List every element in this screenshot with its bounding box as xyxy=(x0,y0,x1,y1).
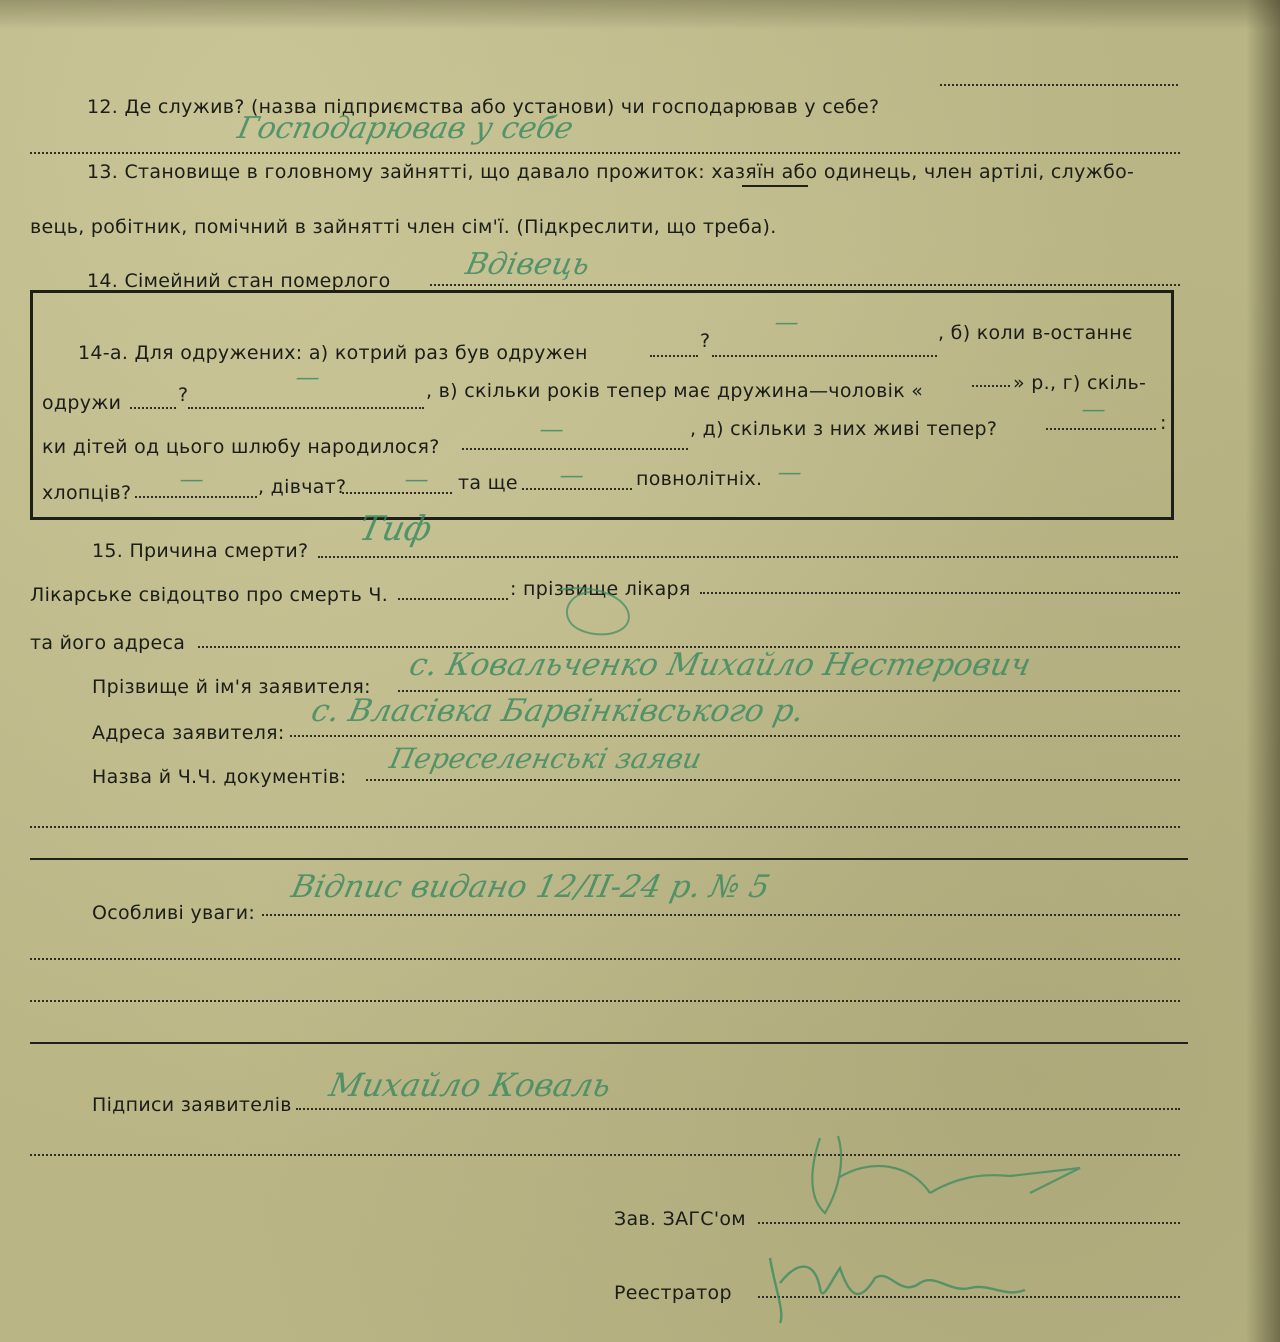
q14a-dots-3b xyxy=(1046,428,1156,430)
q14a-line-2d: » р., г) скіль- xyxy=(1013,372,1147,394)
q14a-dash-3b: — xyxy=(1079,395,1109,423)
q14a-dots-1b xyxy=(712,355,937,357)
registrar-signature xyxy=(760,1228,1060,1328)
q14a-line-1b: ? xyxy=(700,330,711,352)
q12-answer: Господарював у себе xyxy=(234,111,577,146)
q14a-line-4c: та ще xyxy=(458,472,518,494)
remarks-line-2 xyxy=(30,958,1180,960)
documents-label: Назва й Ч.Ч. документів: xyxy=(92,766,347,788)
doctor-address-label: та його адреса xyxy=(30,632,186,654)
zags-head-label: Зав. ЗАГС'ом xyxy=(614,1208,746,1230)
q14a-line-4b: , дівчат? xyxy=(258,476,347,498)
cross-mark-icon xyxy=(540,582,650,642)
q14a-dash-4d: — xyxy=(775,458,805,486)
applicant-address-label: Адреса заявителя: xyxy=(92,722,285,744)
q14a-dots-2b xyxy=(188,407,424,409)
q14a-dots-1a xyxy=(650,355,698,357)
q14a-dash-1: — xyxy=(772,308,802,336)
q14a-dots-3a xyxy=(462,448,688,450)
q14a-dash-4b: — xyxy=(402,465,432,493)
applicant-name-label: Прізвище й ім'я заявителя: xyxy=(92,676,371,698)
page-shadow-top xyxy=(0,0,1280,30)
q14a-dots-2c xyxy=(972,385,1010,387)
applicant-address-value: с. Власівка Барвінківського р. xyxy=(308,693,808,729)
remarks-value: Відпис видано 12/ІІ-24 р. № 5 xyxy=(288,869,774,905)
q14a-dots-4b xyxy=(342,492,452,494)
remarks-line-3 xyxy=(30,1000,1180,1002)
remarks-line-1 xyxy=(262,914,1180,916)
q13-line-2: вець, робітник, помічний в зайнятті член сім'ї. (Підкреслити, що треба). xyxy=(30,216,777,238)
certificate-number-line xyxy=(398,598,508,600)
q12-label: 12. Де служив? (назва підприємства або установи) чи господарював у себе? xyxy=(87,96,880,118)
q14a-dots-2a xyxy=(130,407,176,409)
registrar-label: Реестратор xyxy=(614,1282,732,1304)
q14a-line-3a: ки дітей од цього шлюбу народилося? xyxy=(42,436,440,458)
q15-answer: Тиф xyxy=(355,509,436,549)
zags-head-signature xyxy=(780,1118,1100,1228)
q14a-line-2c: , в) скільки років тепер має дружина—чоловік « xyxy=(426,380,924,402)
applicant-name-value: с. Ковальченко Михайло Нестерович xyxy=(406,647,1034,683)
q13-underline-owner xyxy=(742,185,808,187)
q15-answer-line xyxy=(318,556,1178,558)
certificate-label-b: : прізвище лікаря xyxy=(510,578,691,600)
remarks-label: Особливі уваги: xyxy=(92,902,256,924)
q15-label: 15. Причина смерти? xyxy=(92,540,309,562)
q14a-dash-3: — xyxy=(537,415,567,443)
applicants-signature-value: Михайло Коваль xyxy=(325,1066,615,1104)
q14a-line-4a: хлопців? xyxy=(42,482,132,504)
q14-label: 14. Сімейний стан померлого xyxy=(87,270,391,292)
q14a-dash-2: — xyxy=(293,363,323,391)
q14-answer: Вдівець xyxy=(462,247,593,282)
q14a-dash-4c: — xyxy=(557,461,587,489)
q14-answer-line xyxy=(430,284,1180,286)
applicants-signatures-line xyxy=(296,1108,1180,1110)
q14a-dash-4a: — xyxy=(177,465,207,493)
section-divider-1 xyxy=(30,858,1188,860)
doctor-name-line xyxy=(700,592,1180,594)
section-divider-2 xyxy=(30,1042,1188,1044)
certificate-label-a: Лікарське свідоцтво про смерть Ч. xyxy=(30,584,389,606)
applicants-signatures-label: Підписи заявителів xyxy=(92,1094,292,1116)
applicant-name-line xyxy=(398,690,1180,692)
documents-line xyxy=(366,779,1180,781)
page-shadow-right xyxy=(1246,0,1280,1342)
q12-answer-line-2 xyxy=(30,152,1180,154)
q14a-line-3c: : xyxy=(1160,412,1167,434)
q14a-line-1c: , б) коли в-останнє xyxy=(938,322,1133,344)
documents-line-2 xyxy=(30,826,1180,828)
q14a-line-2a: одружи xyxy=(42,392,122,414)
q14a-line-1a: 14-а. Для одружених: а) котрий раз був одружен xyxy=(78,342,588,364)
q14a-dots-4a xyxy=(135,496,257,498)
q14a-line-4d: повнолітніх. xyxy=(636,468,763,490)
q14a-line-2b: ? xyxy=(178,384,189,406)
q13-line-1: 13. Становище в головному зайнятті, що давало прожиток: хазяїн або одинець, член артілі, службо- xyxy=(87,161,1135,183)
q12-answer-line-1 xyxy=(940,84,1178,86)
q14a-line-3b: , д) скільки з них живі тепер? xyxy=(690,418,998,440)
documents-value: Переселенські заяви xyxy=(386,742,705,775)
applicant-address-line xyxy=(290,735,1180,737)
